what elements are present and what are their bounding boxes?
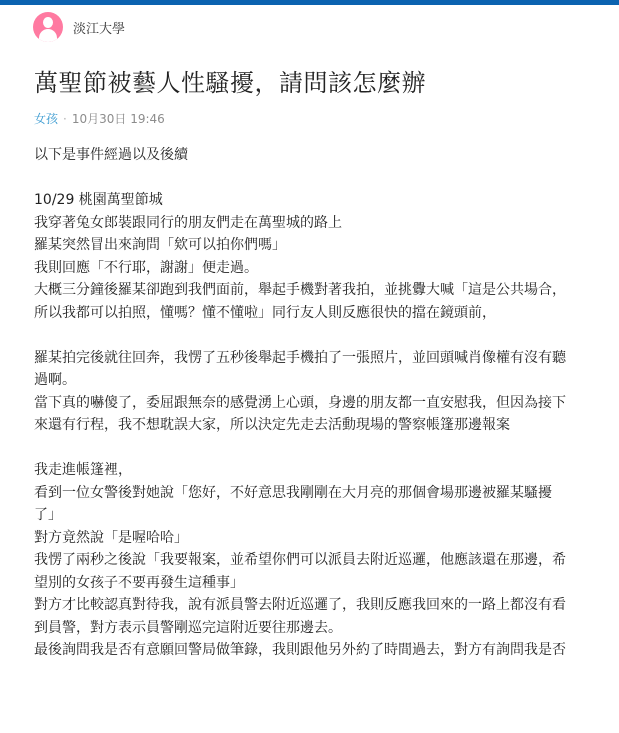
- paragraph: [34, 144, 594, 167]
- text-line: 我穿著兔女郎裝跟同行的朋友們走在萬聖城的路上: [34, 214, 342, 231]
- post-title: 萬聖節被藝人性騷擾，請問該怎麼辦: [34, 69, 426, 97]
- author-school[interactable]: 淡江大學: [73, 21, 126, 37]
- meta-separator: ·: [63, 112, 67, 126]
- paragraph: [34, 347, 594, 437]
- text-line: 羅某拍完後就往回奔，我愣了五秒後舉起手機拍了一張照片，並回頭喊肖像權有沒有聽: [34, 349, 566, 366]
- text-line: 以下是事件經過以及後續: [34, 147, 188, 163]
- post-author-header: [33, 12, 125, 42]
- text-line: 大概三分鐘後羅某卻跑到我們面前，舉起手機對著我拍，並挑釁大喊「這是公共場合，: [34, 282, 566, 298]
- post-body: [34, 144, 594, 684]
- text-line: 看到一位女警後對她說「您好，不好意思我剛剛在大月亮的那個會場那邊被羅某騷擾: [34, 484, 552, 501]
- text-line: 所以我都可以拍照，懂嗎？懂不懂啦」同行友人則反應很快的擋在鏡頭前，: [34, 304, 496, 321]
- text-line: 我愣了兩秒之後說「我要報案，並希望你們可以派員去附近巡邏，他應該還在那邊，希: [34, 552, 566, 568]
- text-line: 望別的女孩子不要再發生這種事」: [34, 574, 244, 591]
- post-meta: [34, 110, 165, 127]
- text-line: 到員警，對方表示員警剛巡完這附近要往那邊去。: [34, 619, 342, 636]
- female-avatar-icon[interactable]: [33, 12, 63, 42]
- text-line: 了」: [34, 507, 62, 523]
- text-line: 最後詢問我是否有意願回警局做筆錄，我則跟他另外約了時間過去，對方有詢問我是否: [34, 642, 566, 658]
- text-line: 當下真的嚇傻了，委屈跟無奈的感覺湧上心頭，身邊的朋友都一直安慰我，但因為接下: [34, 394, 566, 411]
- text-line: 對方才比較認真對待我，說有派員警去附近巡邏了，我則反應我回來的一路上都沒有看: [34, 597, 566, 613]
- text-line: 來還有行程，我不想耽誤大家，所以決定先走去活動現場的警察帳篷那邊報案: [34, 417, 510, 433]
- text-line: 過啊。: [34, 372, 76, 388]
- post-timestamp: 10月30日 19:46: [71, 112, 165, 126]
- text-line: 對方竟然說「是喔哈哈」: [34, 529, 188, 546]
- text-line: 我則回應「不行耶，謝謝」便走過。: [34, 259, 258, 276]
- text-line: 我走進帳篷裡，: [34, 462, 132, 478]
- text-line: 10/29 桃園萬聖節城: [34, 192, 163, 208]
- text-line: 羅某突然冒出來詢問「欸可以拍你們嗎」: [34, 237, 286, 253]
- paragraph: [34, 459, 594, 662]
- top-accent-bar: [0, 0, 619, 5]
- author-gender: 女孩: [34, 112, 59, 126]
- paragraph: [34, 189, 594, 324]
